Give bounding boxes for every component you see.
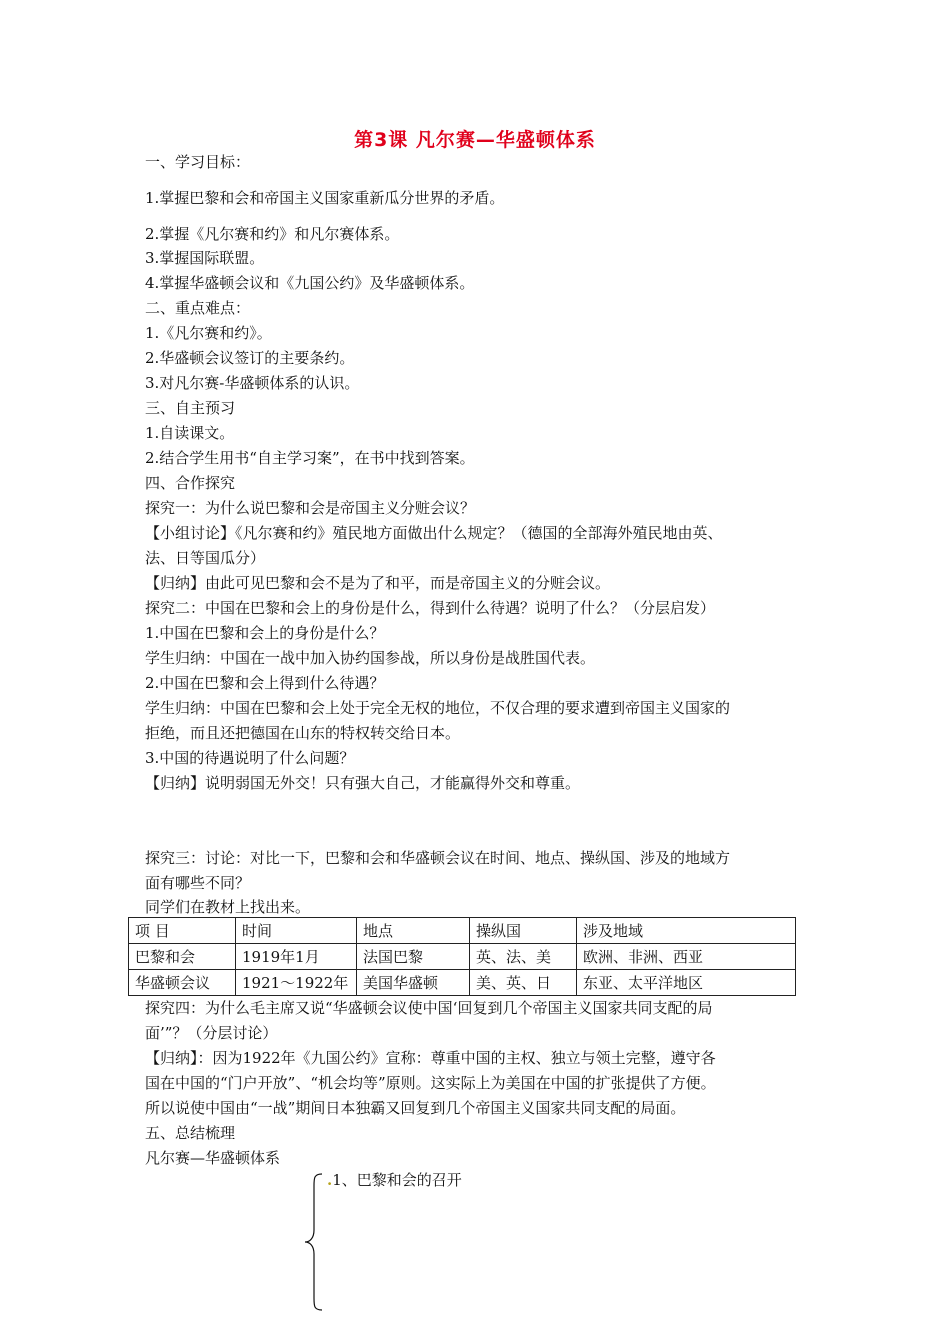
table-header-cell: 涉及地域 <box>577 918 796 944</box>
section-heading: 四、合作探究 <box>145 474 236 492</box>
table-cell: 巴黎和会 <box>129 944 236 970</box>
text-line: 1.中国在巴黎和会上的身份是什么？ <box>145 624 385 642</box>
text-line: 面’”？（分层讨论） <box>145 1024 278 1042</box>
text-line: 同学们在教材上找出来。 <box>145 898 311 916</box>
section-heading: 一、学习目标： <box>145 153 251 171</box>
table-cell: 美国华盛顿 <box>357 970 470 996</box>
text-line: 2.中国在巴黎和会上得到什么待遇？ <box>145 674 385 692</box>
text-line: 3.中国的待遇说明了什么问题？ <box>145 749 355 767</box>
outline-item-label: 1、巴黎和会的召开 <box>332 1171 462 1189</box>
table-header-row <box>129 918 796 944</box>
text-line: 2.华盛顿会议签订的主要条约。 <box>145 349 355 367</box>
text-line: 探究四：为什么毛主席又说“华盛顿会议使中国‘回复到几个帝国主义国家共同支配的局 <box>145 999 713 1017</box>
section-heading: 三、自主预习 <box>145 399 236 417</box>
table-cell: 英、法、美 <box>470 944 577 970</box>
text-line: 【归纳】说明弱国无外交！只有强大自己，才能赢得外交和尊重。 <box>145 774 581 792</box>
comparison-table <box>128 917 796 996</box>
section-heading: 二、重点难点： <box>145 299 251 317</box>
table-row <box>129 944 796 970</box>
bullet-icon: . <box>327 1171 333 1189</box>
text-line: 【归纳】由此可见巴黎和会不是为了和平，而是帝国主义的分赃会议。 <box>145 574 611 592</box>
table-cell: 欧洲、非洲、西亚 <box>577 944 796 970</box>
table-cell: 华盛顿会议 <box>129 970 236 996</box>
table-header-cell: 时间 <box>236 918 357 944</box>
text-line: 法、日等国瓜分） <box>145 549 266 567</box>
text-line: 2.掌握《凡尔赛和约》和凡尔赛体系。 <box>145 225 400 243</box>
text-line: 所以说使中国由“一战”期间日本独霸又回复到几个帝国主义国家共同支配的局面。 <box>145 1099 686 1117</box>
text-line: 1.《凡尔赛和约》。 <box>145 324 272 342</box>
lesson-title: 第3课 凡尔赛—华盛顿体系 <box>354 129 596 151</box>
outline-item <box>327 1170 462 1190</box>
table-header-cell: 操纵国 <box>470 918 577 944</box>
text-line: 学生归纳：中国在一战中加入协约国参战，所以身份是战胜国代表。 <box>145 649 596 667</box>
left-brace-icon <box>302 1172 326 1312</box>
text-line: 2.结合学生用书“自主学习案”，在书中找到答案。 <box>145 449 475 467</box>
text-line: 探究二：中国在巴黎和会上的身份是什么，得到什么待遇？说明了什么？（分层启发） <box>145 599 716 617</box>
table-cell: 1919年1月 <box>236 944 357 970</box>
table-row <box>129 970 796 996</box>
text-line: 面有哪些不同？ <box>145 874 251 892</box>
table-cell: 美、英、日 <box>470 970 577 996</box>
text-line: 拒绝，而且还把德国在山东的特权转交给日本。 <box>145 724 461 742</box>
table-header-cell: 地点 <box>357 918 470 944</box>
text-line: 国在中国的“门户开放”、“机会均等”原则。这实际上为美国在中国的扩张提供了方便。 <box>145 1074 716 1092</box>
text-line: 3.掌握国际联盟。 <box>145 249 265 267</box>
text-line: 【归纳】：因为1922年《九国公约》宣称：尊重中国的主权、独立与领土完整，遵守各 <box>145 1049 716 1067</box>
section-heading: 五、总结梳理 <box>145 1124 236 1142</box>
table-cell: 法国巴黎 <box>357 944 470 970</box>
text-line: 探究一：为什么说巴黎和会是帝国主义分赃会议？ <box>145 499 476 517</box>
text-line: 4.掌握华盛顿会议和《九国公约》及华盛顿体系。 <box>145 274 475 292</box>
text-line: 【小组讨论】《凡尔赛和约》殖民地方面做出什么规定？（德国的全部海外殖民地由英、 <box>145 524 723 542</box>
table-cell: 东亚、太平洋地区 <box>577 970 796 996</box>
text-line: 1.掌握巴黎和会和帝国主义国家重新瓜分世界的矛盾。 <box>145 189 505 207</box>
table-cell: 1921～1922年 <box>236 970 357 996</box>
text-line: 凡尔赛—华盛顿体系 <box>145 1149 281 1167</box>
text-line: 3.对凡尔赛-华盛顿体系的认识。 <box>145 374 360 392</box>
text-line: 探究三：讨论：对比一下，巴黎和会和华盛顿会议在时间、地点、操纵国、涉及的地域方 <box>145 849 731 867</box>
text-line: 学生归纳：中国在巴黎和会上处于完全无权的地位，不仅合理的要求遭到帝国主义国家的 <box>145 699 731 717</box>
text-line: 1.自读课文。 <box>145 424 235 442</box>
table-header-cell: 项 目 <box>129 918 236 944</box>
